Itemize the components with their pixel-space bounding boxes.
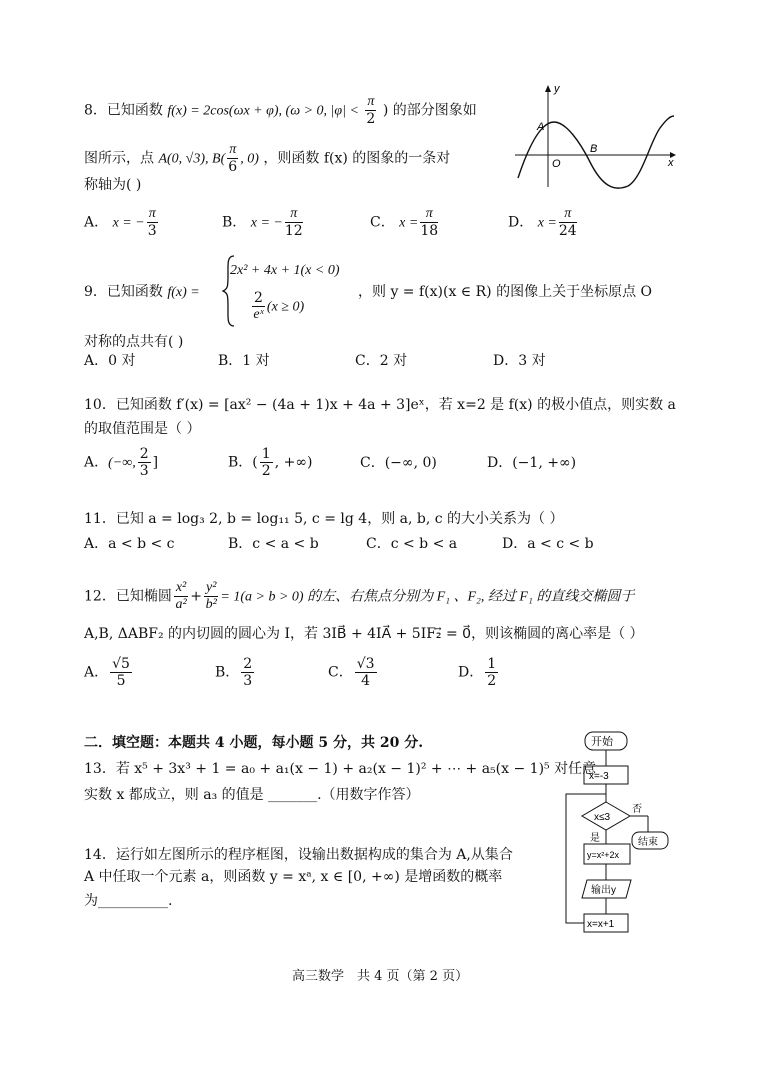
- q14-line2: A 中任取一个元素 a，则函数 y = xᵃ, x ∈ [0, +∞) 是增函数的概率: [84, 869, 503, 885]
- q8-graph-x-label: x: [668, 157, 674, 169]
- q8-function: f(x) = 2cos(ωx + φ), (ω > 0, |φ| <: [167, 103, 359, 119]
- q12-option-c[interactable]: C． $\frac{√3}{4}$: [328, 656, 375, 689]
- q8-line1: [84, 94, 477, 127]
- q8-line2: 图所示，点 A(0, √3), B( $\frac{\pi}{6}$ , 0) ，则函数 f(x) 的图象的一条对: [84, 142, 451, 175]
- flowchart-output-label: 输出y: [591, 885, 616, 896]
- q10-line2: 的取值范围是（ ）: [84, 421, 201, 437]
- q10-line1: 10．已知函数 f′(x) = [ax² − (4a + 1)x + 4a + 3]eˣ，若 x=2 是 f(x) 的极小值点，则实数 a: [84, 397, 676, 413]
- q8-option-d[interactable]: D． x = $\frac{\pi}{24}$: [508, 206, 577, 239]
- flowchart-cond-label: x≤3: [594, 812, 611, 823]
- q11-line1: 11．已知 a = log₃ 2, b = log₁₁ 5, c = lg 4，则 a, b, c 的大小关系为（ ）: [84, 511, 564, 527]
- q13-line2: 实数 x 都成立，则 a₃ 的值是 _______.（用数字作答）: [84, 787, 420, 803]
- q13-line1: 13．若 x⁵ + 3x³ + 1 = a₀ + a₁(x − 1) + a₂(x − 1)² + ⋯ + a₅(x − 1)⁵ 对任意: [84, 761, 597, 777]
- q8-pi-over-2: $\frac{\pi}{2}$: [366, 94, 376, 127]
- q8-suffix: ) 的部分图象如: [382, 102, 477, 119]
- flowchart-inc-label: x=x+1: [587, 919, 615, 930]
- q11-option-a[interactable]: A．a < b < c: [84, 536, 175, 552]
- q12-option-a[interactable]: A． $\frac{√5}{5}$: [84, 656, 130, 689]
- q11-option-d[interactable]: D．a < c < b: [502, 536, 594, 552]
- q8-graph-B-label: B: [590, 143, 598, 155]
- q8-option-a[interactable]: A． x = − $\frac{\pi}{3}$: [84, 206, 157, 239]
- flowchart-no-label: 否: [632, 804, 642, 815]
- q8-graph-O-label: O: [552, 158, 561, 170]
- flowchart-init-label: x=-3: [589, 771, 609, 782]
- q9-suffix: ，则 y = f(x)(x ∈ R) 的图像上关于坐标原点 O: [358, 284, 652, 300]
- q9-option-b[interactable]: B．1 对: [218, 353, 270, 369]
- q9-prefix: 9．已知函数 f(x) =: [84, 284, 200, 300]
- page-footer: 高三数学 共 4 页（第 2 页）: [292, 969, 469, 984]
- q10-option-a[interactable]: A．(−∞, $\frac{2}{3}$ ]: [84, 446, 159, 479]
- q9-option-c[interactable]: C．2 对: [355, 353, 408, 369]
- q8-prefix: 8．已知函数: [84, 102, 163, 119]
- q9-option-d[interactable]: D．3 对: [493, 353, 546, 369]
- flowchart-yes-label: 是: [590, 833, 600, 844]
- q11-option-c[interactable]: C．c < b < a: [366, 536, 458, 552]
- flowchart-end-label: 结束: [638, 837, 658, 848]
- q8-line3: 称轴为( ): [84, 177, 142, 193]
- q9-option-a[interactable]: A．0 对: [84, 353, 136, 369]
- q8-graph-y-label: y: [554, 83, 560, 95]
- flowchart-calc-label: y=x²+2x: [587, 850, 620, 860]
- q9-case2: $\frac{2}{\text{eˣ}}$ (x ≥ 0): [253, 290, 305, 322]
- q10-option-d[interactable]: D．(−1, +∞): [487, 455, 577, 471]
- q12-line1: 12．已知椭圆 $\frac{\text{x²}}{\text{a²}}$ + $\frac{\text{y²}}{\text{b²}}$ = 1(a > b > 0) 的左、右焦点分别为 F₁ 、F₂, 经过 F₁ 的直线交椭圆于: [84, 580, 635, 612]
- q14-line3: 为__________.: [84, 893, 173, 909]
- q9-line2: 对称的点共有( ): [84, 334, 184, 350]
- section-2-heading: 二．填空题：本题共 4 小题，每小题 5 分，共 20 分.: [84, 735, 424, 751]
- q12-line2: A,B, ΔABF₂ 的内切圆的圆心为 I，若 3IB⃗ + 4IA⃗ + 5IF₂⃗ = 0⃗，则该椭圆的离心率是（ ）: [84, 626, 644, 642]
- q12-option-b[interactable]: B． $\frac{2}{3}$: [215, 656, 253, 689]
- q8-option-b[interactable]: B． x = − $\frac{\pi}{12}$: [222, 206, 303, 239]
- q10-option-c[interactable]: C．(−∞, 0): [360, 455, 437, 471]
- q9-case1: 2x² + 4x + 1(x < 0): [230, 263, 340, 278]
- q8-option-c[interactable]: C． x = $\frac{\pi}{18}$: [370, 206, 439, 239]
- q8-cosine-graph: [510, 82, 680, 192]
- flowchart-start-label: 开始: [591, 736, 613, 748]
- q12-option-d[interactable]: D． $\frac{1}{2}$: [458, 656, 497, 689]
- q8-graph-A-label: A: [537, 121, 545, 133]
- flowchart: [560, 728, 680, 946]
- q10-option-b[interactable]: B．( $\frac{1}{2}$ , +∞): [228, 446, 313, 479]
- q11-option-b[interactable]: B．c < a < b: [228, 536, 319, 552]
- q14-line1: 14．运行如左图所示的程序框图，设输出数据构成的集合为 A,从集合: [84, 847, 513, 863]
